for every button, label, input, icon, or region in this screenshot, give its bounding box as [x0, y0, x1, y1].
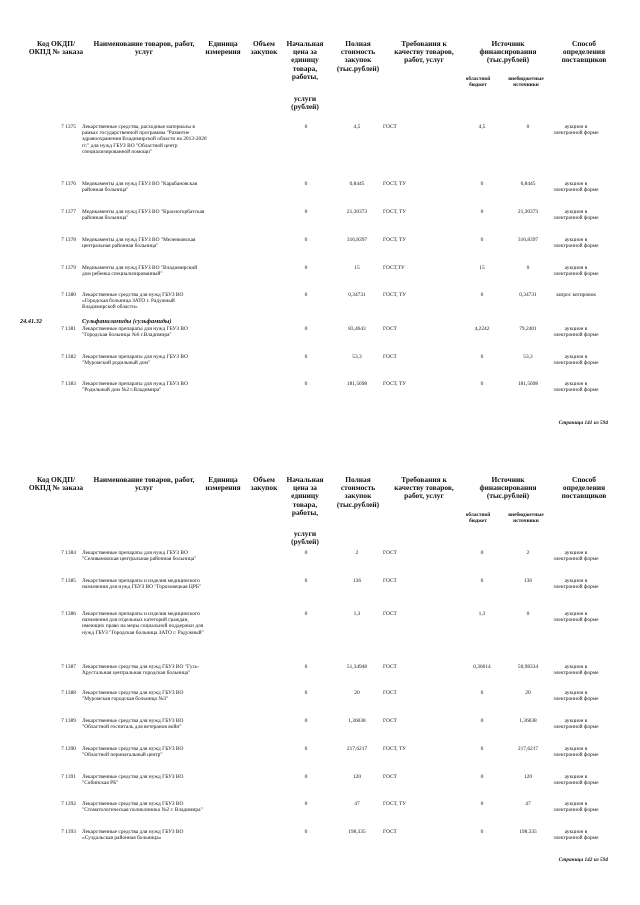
item-name: Лекарственные средства для нужд ГБУЗ ВО "Областной госпиталь для ветеранов войн" — [82, 718, 184, 731]
col-header-method: Способ определения поставщиков — [561, 475, 607, 501]
regional-budget: 0,36614 — [473, 664, 491, 670]
col-header-unit: Единица измерения — [205, 39, 241, 57]
order-number: 7 1380 — [61, 292, 76, 298]
item-name: Медикаменты для нужд ГБУЗ ВО "Меленковская центральная районная больница" — [82, 237, 196, 250]
col-header-price-unit: услуги (рублей) — [291, 94, 319, 112]
order-number: 7 1376 — [61, 181, 76, 187]
order-number: 7 1384 — [61, 550, 76, 556]
total-cost: 20 — [354, 690, 360, 696]
unit-price: 0 — [304, 690, 308, 696]
extra-budget: 136 — [523, 578, 533, 584]
order-number: 7 1378 — [61, 237, 76, 243]
quality-requirement: ГОСТ, ТУ — [383, 209, 407, 215]
regional-budget: 0 — [480, 746, 484, 752]
quality-requirement: ГОСТ, ТУ — [383, 181, 407, 187]
quality-requirement: ГОСТ, ТУ — [383, 381, 407, 387]
regional-budget: 0 — [480, 209, 484, 215]
unit-price: 0 — [304, 124, 308, 130]
col-header-volume: Объем закупок — [250, 39, 278, 57]
item-name: Лекарственные средства для нужд ГБУЗ ВО "Собинская РБ" — [82, 774, 184, 787]
total-cost: 4,5 — [353, 124, 361, 130]
extra-budget: 53,3 — [523, 354, 533, 360]
regional-budget: 1,3 — [478, 611, 486, 617]
quality-requirement: ГОСТ — [383, 550, 397, 556]
col-header-source: Источник финансирования (тыс.рублей) — [479, 475, 537, 501]
col-header-price: Начальная цена за единицу товара, работы, — [286, 475, 324, 517]
col-header-name: Наименование товаров, работ, услуг — [93, 475, 195, 493]
col-header-cost: Полная стоимость закупок (тыс.рублей) — [336, 475, 380, 509]
procurement-method: аукцион в электронной форме — [553, 381, 599, 394]
extra-budget: 21,30373 — [517, 209, 539, 215]
total-cost: 1,36038 — [348, 718, 366, 724]
total-cost: 316,8397 — [346, 237, 368, 243]
extra-budget: 2 — [526, 550, 530, 556]
item-name: Лекарственные средства для нужд ГБУЗ ВО "Гусь-Хрустальная центральная городская больница" — [82, 664, 200, 677]
unit-price: 0 — [304, 746, 308, 752]
unit-price: 0 — [304, 578, 308, 584]
total-cost: 2 — [355, 550, 359, 556]
extra-budget: 217,6217 — [517, 746, 539, 752]
total-cost: 0,8445 — [349, 181, 365, 187]
quality-requirement: ГОСТ, ТУ — [383, 237, 407, 243]
unit-price: 0 — [304, 265, 308, 271]
regional-budget: 0 — [480, 181, 484, 187]
unit-price: 0 — [304, 381, 308, 387]
regional-budget: 0 — [480, 718, 484, 724]
quality-requirement: ГОСТ — [383, 718, 397, 724]
order-number: 7 1386 — [61, 611, 76, 617]
procurement-method: аукцион в электронной форме — [553, 664, 599, 677]
item-name: Лекарственные препараты и изделия медицинского назначения для отдельных категорий граждан, имеющих право на меры социальной поддержки для нужд ГБУЗ "Городская больница ЗАТО г. Радужный" — [82, 611, 204, 636]
item-name: Лекарственные препараты для нужд ГБУЗ ВО "Муромский родильный дом" — [82, 354, 188, 367]
extra-budget: 316,8397 — [517, 237, 539, 243]
regional-budget: 0 — [480, 578, 484, 584]
extra-budget: 198,335 — [519, 829, 537, 835]
extra-budget: 1,36038 — [519, 718, 537, 724]
total-cost: 181,5698 — [346, 381, 368, 387]
extra-budget: 47 — [525, 801, 531, 807]
regional-budget: 15 — [479, 265, 485, 271]
procurement-method: аукцион в электронной форме — [553, 611, 599, 624]
total-cost: 53,3 — [352, 354, 362, 360]
regional-budget: 4,2242 — [474, 326, 490, 332]
page-footer: Страница 142 из 594 — [558, 857, 608, 863]
order-number: 7 1393 — [61, 829, 76, 835]
order-number: 7 1385 — [61, 578, 76, 584]
total-cost: 47 — [354, 801, 360, 807]
item-name: Медикаменты для нужд ГБУЗ ВО "Карабановская районная больница" — [82, 181, 198, 194]
procurement-method: запрос котировок — [555, 292, 597, 298]
order-number: 7 1383 — [61, 381, 76, 387]
total-cost: 198,335 — [348, 829, 366, 835]
item-name: Лекарственные средства для нужд ГБУЗ ВО "Муромская городская больница №3" — [82, 690, 184, 703]
quality-requirement: ГОСТ — [383, 774, 397, 780]
order-number: 7 1381 — [61, 326, 76, 332]
regional-budget: 0 — [480, 801, 484, 807]
procurement-method: аукцион в электронной форме — [553, 550, 599, 563]
quality-requirement: ГОСТ, ТУ — [383, 292, 407, 298]
extra-budget: 50,98334 — [517, 664, 539, 670]
procurement-method: аукцион в электронной форме — [553, 354, 599, 367]
unit-price: 0 — [304, 801, 308, 807]
order-number: 7 1382 — [61, 354, 76, 360]
col-header-price-unit: услуги (рублей) — [291, 529, 319, 547]
item-name: Медикаменты для нужд ГБУЗ ВО "Владимирский дом ребенка специализированный" — [82, 265, 198, 278]
quality-requirement: ГОСТ — [383, 611, 397, 617]
unit-price: 0 — [304, 354, 308, 360]
total-cost: 21,30373 — [346, 209, 368, 215]
extra-budget: 20 — [525, 690, 531, 696]
extra-budget: 0,8445 — [520, 181, 536, 187]
item-name: Медикаменты для нужд ГБУЗ ВО "Красногорбатская районная больница" — [82, 209, 205, 222]
unit-price: 0 — [304, 774, 308, 780]
procurement-method: аукцион в электронной форме — [553, 690, 599, 703]
quality-requirement: ГОСТ — [383, 578, 397, 584]
extra-budget: 0 — [526, 124, 530, 130]
item-name: Лекарственные средства для нужд ГБУЗ ВО "Областной перинатальный центр" — [82, 746, 184, 759]
total-cost: 120 — [352, 774, 362, 780]
regional-budget: 4,5 — [478, 124, 486, 130]
regional-budget: 0 — [480, 690, 484, 696]
extra-budget: 0 — [526, 611, 530, 617]
quality-requirement: ГОСТ — [383, 124, 397, 130]
quality-requirement: ГОСТ, ТУ — [383, 801, 407, 807]
col-header-price: Начальная цена за единицу товара, работы, — [286, 39, 324, 81]
extra-budget: 79,2401 — [519, 326, 537, 332]
item-name: Лекарственные препараты для нужд ГБУЗ ВО "Городская больница №6 г.Владимира" — [82, 326, 188, 339]
unit-price: 0 — [304, 611, 308, 617]
item-name: Лекарственные средства для нужд ГБУЗ ВО «Суздальская районная больница» — [82, 829, 184, 842]
regional-budget: 0 — [480, 829, 484, 835]
col-header-regional: областной бюджет — [465, 512, 491, 524]
col-header-name: Наименование товаров, работ, услуг — [93, 39, 195, 57]
order-number: 7 1388 — [61, 690, 76, 696]
total-cost: 217,6217 — [346, 746, 368, 752]
col-header-cost: Полная стоимость закупок (тыс.рублей) — [336, 39, 380, 73]
extra-budget: 120 — [523, 774, 533, 780]
item-name: Лекарственные средства для нужд ГБУЗ ВО «Городская больница ЗАТО г. Радужный Владимирской области» — [82, 292, 184, 311]
procurement-method: аукцион в электронной форме — [553, 718, 599, 731]
total-cost: 1,3 — [353, 611, 361, 617]
regional-budget: 0 — [480, 292, 484, 298]
order-number: 7 1392 — [61, 801, 76, 807]
order-number: 7 1390 — [61, 746, 76, 752]
order-number: 7 1389 — [61, 718, 76, 724]
unit-price: 0 — [304, 550, 308, 556]
regional-budget: 0 — [480, 381, 484, 387]
extra-budget: 181,5698 — [517, 381, 539, 387]
unit-price: 0 — [304, 292, 308, 298]
quality-requirement: ГОСТ — [383, 664, 397, 670]
procurement-method: аукцион в электронной форме — [553, 774, 599, 787]
quality-requirement: ГОСТ,ТУ — [383, 265, 405, 271]
col-header-source: Источник финансирования (тыс.рублей) — [479, 39, 537, 65]
item-name: Лекарственные препараты и изделия медицинского назначения для нужд ГБУЗ ВО "Гороховецкая ЦРБ" — [82, 578, 202, 591]
procurement-method: аукцион в электронной форме — [553, 209, 599, 222]
procurement-method: аукцион в электронной форме — [553, 801, 599, 814]
regional-budget: 0 — [480, 237, 484, 243]
unit-price: 0 — [304, 326, 308, 332]
regional-budget: 0 — [480, 774, 484, 780]
total-cost: 0,34731 — [348, 292, 366, 298]
extra-budget: 0 — [526, 265, 530, 271]
col-header-volume: Объем закупок — [250, 475, 278, 493]
procurement-method: аукцион в электронной форме — [553, 265, 599, 278]
col-header-regional: областной бюджет — [465, 76, 491, 88]
order-number: 7 1379 — [61, 265, 76, 271]
regional-budget: 0 — [480, 354, 484, 360]
unit-price: 0 — [304, 237, 308, 243]
procurement-method: аукцион в электронной форме — [553, 578, 599, 591]
quality-requirement: ГОСТ — [383, 690, 397, 696]
quality-requirement: ГОСТ — [383, 829, 397, 835]
quality-requirement: ГОСТ — [383, 354, 397, 360]
total-cost: 51,34948 — [346, 664, 368, 670]
unit-price: 0 — [304, 664, 308, 670]
item-name: Лекарственные препараты для нужд ГБУЗ ВО "Родильный дом №2 г.Владимира" — [82, 381, 188, 394]
document-page-141 — [0, 0, 640, 440]
procurement-method: аукцион в электронной форме — [553, 237, 599, 250]
quality-requirement: ГОСТ — [383, 326, 397, 332]
order-number: 7 1377 — [61, 209, 76, 215]
unit-price: 0 — [304, 209, 308, 215]
col-header-requirements: Требования к качеству товаров, работ, услуг — [394, 475, 454, 501]
regional-budget: 0 — [480, 550, 484, 556]
procurement-method: аукцион в электронной форме — [553, 829, 599, 842]
procurement-method: аукцион в электронной форме — [553, 181, 599, 194]
order-number: 7 1375 — [61, 124, 76, 130]
extra-budget: 0,34731 — [519, 292, 537, 298]
col-header-code: Код ОКДП/ ОКПД № заказа — [28, 475, 84, 493]
unit-price: 0 — [304, 829, 308, 835]
procurement-method: аукцион в электронной форме — [553, 124, 599, 137]
col-header-extra: внебюджетные источники — [508, 76, 544, 88]
total-cost: 136 — [352, 578, 362, 584]
col-header-extra: внебюджетные источники — [508, 512, 544, 524]
unit-price: 0 — [304, 718, 308, 724]
quality-requirement: ГОСТ, ТУ — [383, 746, 407, 752]
item-name: Лекарственные средства для нужд ГБУЗ ВО "Стоматологическая поликлиника №2 г. Владимира" — [82, 801, 203, 814]
procurement-method: аукцион в электронной форме — [553, 326, 599, 339]
total-cost: 83,4643 — [348, 326, 366, 332]
col-header-code: Код ОКДП/ ОКПД № заказа — [28, 39, 84, 57]
total-cost: 15 — [354, 265, 360, 271]
group-name: Сульфаниламиды (сульфамиды) — [82, 318, 172, 325]
order-number: 7 1391 — [61, 774, 76, 780]
procurement-method: аукцион в электронной форме — [553, 746, 599, 759]
col-header-requirements: Требования к качеству товаров, работ, услуг — [394, 39, 454, 65]
col-header-method: Способ определения поставщиков — [561, 39, 607, 65]
col-header-unit: Единица измерения — [205, 475, 241, 493]
item-name: Лекарственные препараты для нужд ГБУЗ ВО "Селивановская центральная районная больница" — [82, 550, 197, 563]
page-footer: Страница 141 из 594 — [558, 420, 608, 426]
item-name: Лекарственные средства, расходные материалы в рамках государственной программы "Развитие здравоохранения Владимирской области на 2013-2020 гг." для нужд ГБУЗ ВО "Областной центр специализированной помощи" — [82, 124, 207, 155]
order-number: 7 1387 — [61, 664, 76, 670]
document-page-142 — [0, 446, 640, 905]
group-code: 24.41.32 — [20, 318, 43, 325]
unit-price: 0 — [304, 181, 308, 187]
